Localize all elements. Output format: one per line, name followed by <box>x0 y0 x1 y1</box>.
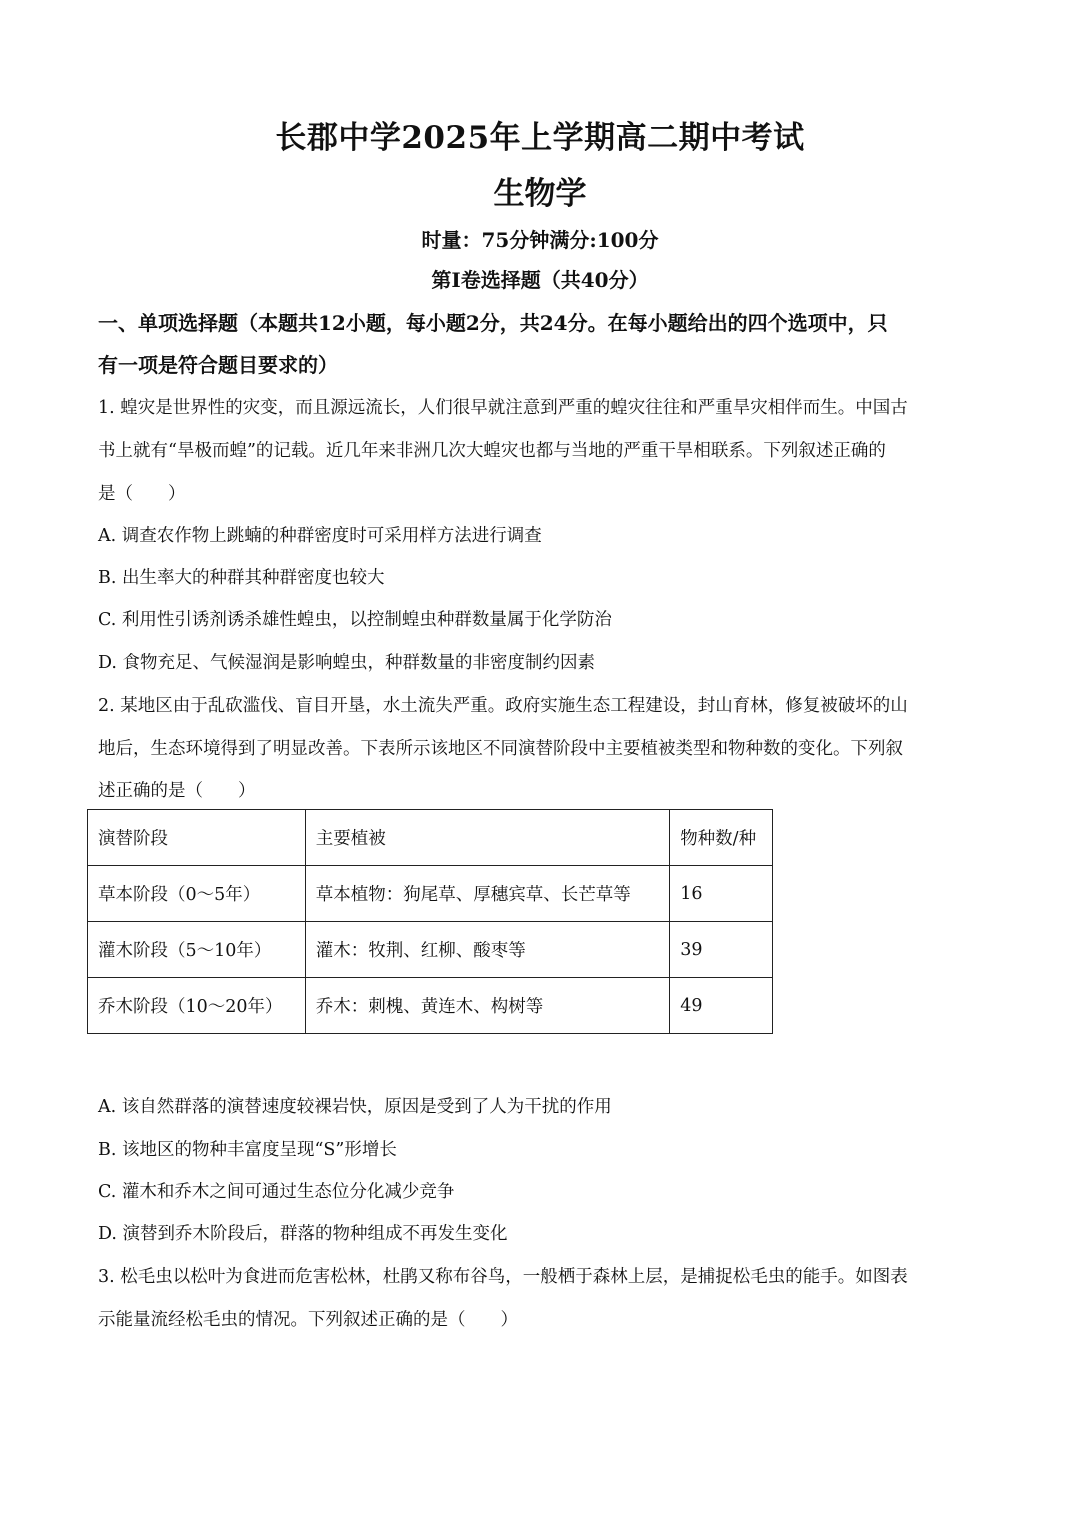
q3-stem-line2: 示能量流经松毛虫的情况。下列叙述正确的是（ ） <box>98 1310 518 1330</box>
table-cell: 16 <box>670 866 773 922</box>
q3-stem-line1: 3. 松毛虫以松叶为食进而危害松林，杜鹃又称布谷鸟，一般栖于森林上层，是捕捉松毛虫的能手。如图表 <box>98 1267 908 1287</box>
q1-stem-line2: 书上就有“旱极而蝗”的记载。近几年来非洲几次大蝗灾也都与当地的严重干旱相联系。下列叙述正确的 <box>98 441 886 461</box>
q2-option-a: A. 该自然群落的演替速度较裸岩快，原因是受到了人为干扰的作用 <box>98 1097 612 1117</box>
table-cell: 39 <box>670 922 773 978</box>
table-row <box>88 978 773 1034</box>
table-header-cell: 物种数/种 <box>670 810 773 866</box>
time-score-info: 时量：75分钟满分:100分 <box>421 228 659 252</box>
table-cell: 灌木：牧荆、红柳、酸枣等 <box>305 922 669 978</box>
q1-stem-line1: 1. 蝗灾是世界性的灾变，而且源远流长，人们很早就注意到严重的蝗灾往往和严重旱灾相伴而生。中国古 <box>98 398 908 418</box>
q2-option-b: B. 该地区的物种丰富度呈现“S”形增长 <box>98 1140 397 1160</box>
subject-title: 生物学 <box>493 176 587 212</box>
q2-option-d: D. 演替到乔木阶段后，群落的物种组成不再发生变化 <box>98 1224 508 1244</box>
table-cell: 乔木阶段（10～20年） <box>88 978 306 1034</box>
succession-table <box>87 809 773 1034</box>
q2-stem-line1: 2. 某地区由于乱砍滥伐、盲目开垦，水土流失严重。政府实施生态工程建设，封山育林，修复被破坏的山 <box>98 696 908 716</box>
q1-option-b: B. 出生率大的种群其种群密度也较大 <box>98 568 385 588</box>
table-header-cell: 主要植被 <box>305 810 669 866</box>
q1-option-d: D. 食物充足、气候湿润是影响蝗虫，种群数量的非密度制约因素 <box>98 653 596 673</box>
table-header-row <box>88 810 773 866</box>
q1-stem-line3: 是（ ） <box>98 484 186 504</box>
q2-stem-line3: 述正确的是（ ） <box>98 781 256 801</box>
q1-option-a: A. 调查农作物上跳蝻的种群密度时可采用样方法进行调查 <box>98 526 542 546</box>
q2-option-c: C. 灌木和乔木之间可通过生态位分化减少竞争 <box>98 1182 455 1202</box>
table-cell: 灌木阶段（5～10年） <box>88 922 306 978</box>
table-header-cell: 演替阶段 <box>88 810 306 866</box>
section-heading-line1: 一、单项选择题（本题共12小题，每小题2分，共24分。在每小题给出的四个选项中，只 <box>98 311 888 335</box>
table-row <box>88 922 773 978</box>
table-cell: 草本植物：狗尾草、厚穗宾草、长芒草等 <box>305 866 669 922</box>
volume-heading: 第Ⅰ卷选择题（共40分） <box>431 268 649 292</box>
table-cell: 乔木：刺槐、黄连木、构树等 <box>305 978 669 1034</box>
q1-option-c: C. 利用性引诱剂诱杀雄性蝗虫，以控制蝗虫种群数量属于化学防治 <box>98 610 612 630</box>
q2-stem-line2: 地后，生态环境得到了明显改善。下表所示该地区不同演替阶段中主要植被类型和物种数的变化。下列叙 <box>98 739 903 759</box>
exam-title: 长郡中学2025年上学期高二期中考试 <box>275 120 805 156</box>
table-row <box>88 866 773 922</box>
section-heading-line2: 有一项是符合题目要求的） <box>98 353 338 377</box>
table-cell: 草本阶段（0～5年） <box>88 866 306 922</box>
section-heading <box>98 302 988 386</box>
table-cell: 49 <box>670 978 773 1034</box>
